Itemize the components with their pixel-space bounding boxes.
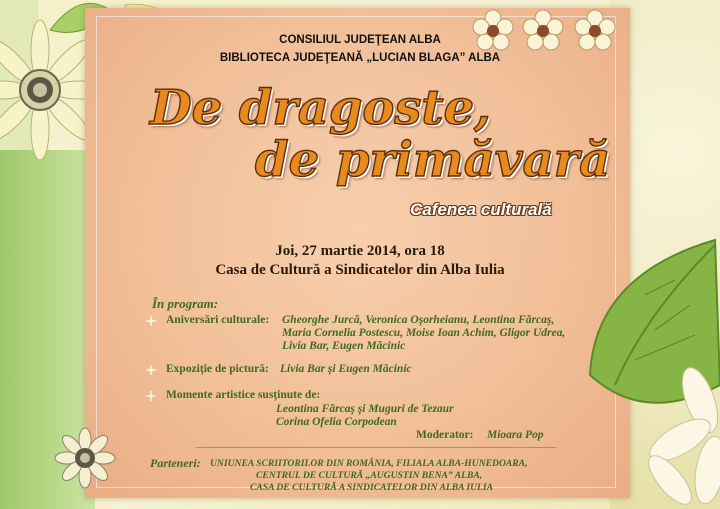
organizer-county-council: CONSILIUL JUDEŢEAN ALBA bbox=[279, 34, 441, 46]
small-flower-icon bbox=[572, 8, 618, 54]
program-item-text: Livia Bar şi Eugen Măcinic bbox=[280, 363, 412, 375]
divider bbox=[196, 447, 556, 448]
organizer-library: BIBLIOTECA JUDEŢEANĂ „LUCIAN BLAGA” ALBA bbox=[219, 52, 501, 64]
partner-line: CASA DE CULTURĂ A SINDICATELOR DIN ALBA IULIA bbox=[250, 482, 494, 493]
title-line-1: De dragoste, bbox=[150, 80, 491, 136]
partner-line: CENTRUL DE CULTURĂ „AUGUSTIN BENA” ALBA, bbox=[256, 470, 483, 481]
program-item-label: Aniversări culturale: bbox=[166, 314, 270, 326]
program-item-text: Corina Ofelia Corpodean bbox=[276, 416, 397, 428]
subtitle: Cafenea culturală bbox=[410, 200, 552, 219]
program-item-label: Expoziţie de pictură: bbox=[166, 363, 269, 375]
bullet-star-icon bbox=[146, 391, 156, 401]
program-heading: În program: bbox=[152, 296, 219, 311]
event-date: Joi, 27 martie 2014, ora 18 bbox=[275, 243, 445, 259]
program-item-text: Leontina Fărcaş şi Muguri de Tezaur bbox=[276, 403, 454, 415]
white-flower-icon bbox=[640, 370, 720, 509]
moderator-name: Mioara Pop bbox=[487, 429, 544, 441]
program-item-text: Gheorghe Jurcă, Veronica Oşorheianu, Leontina Fărcaş, bbox=[282, 314, 555, 326]
program-item-text: Livia Bar, Eugen Măcinic bbox=[282, 340, 406, 352]
event-venue: Casa de Cultură a Sindicatelor din Alba Iulia bbox=[215, 262, 505, 278]
program-item-label: Momente artistice susţinute de: bbox=[166, 389, 321, 401]
bullet-star-icon bbox=[146, 316, 156, 326]
small-flower-icon bbox=[470, 8, 516, 54]
bullet-star-icon bbox=[146, 365, 156, 375]
small-flower-icon bbox=[520, 8, 566, 54]
partners-label: Parteneri: bbox=[150, 456, 201, 470]
program-item-text: Maria Cornelia Postescu, Moise Ioan Achim, Gligor Udrea, bbox=[282, 327, 566, 339]
title-line-2: de primăvară bbox=[255, 132, 611, 188]
moderator-label: Moderator: bbox=[416, 429, 474, 441]
partner-line: UNIUNEA SCRIITORILOR DIN ROMÂNIA, FILIALA ALBA-HUNEDOARA, bbox=[210, 458, 528, 469]
button-flower-icon bbox=[55, 428, 115, 488]
